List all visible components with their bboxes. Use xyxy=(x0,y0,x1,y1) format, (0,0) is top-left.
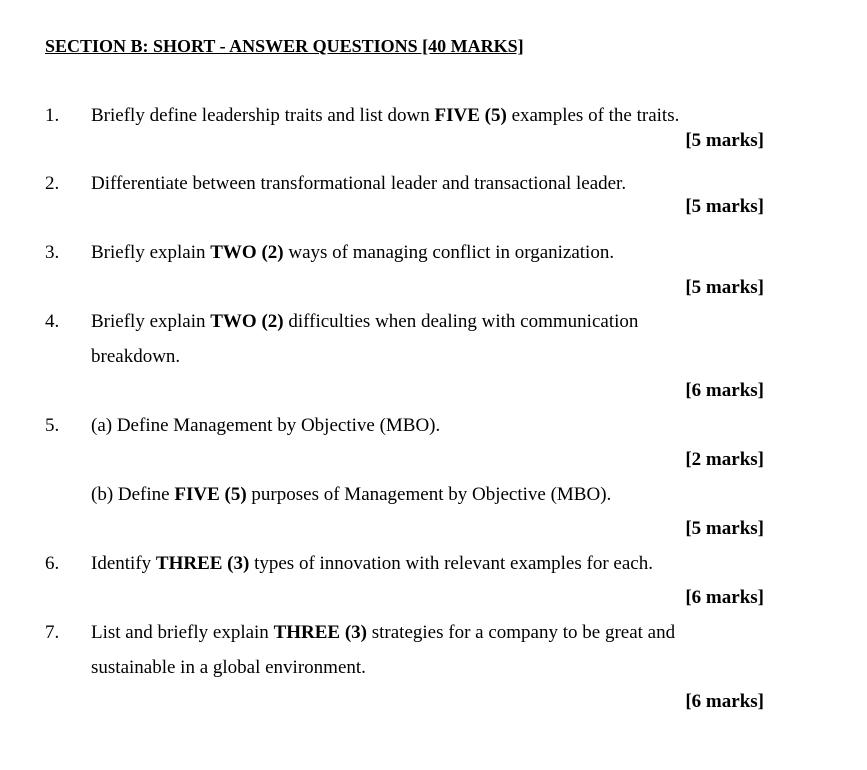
question-text: List and briefly explain THREE (3) strategies for a company to be great and xyxy=(91,622,676,643)
question-number: 4. xyxy=(45,311,60,332)
marks-label: [5 marks] xyxy=(685,518,764,539)
question-number: 2. xyxy=(45,173,60,194)
question-text: Briefly define leadership traits and list down FIVE (5) examples of the traits. xyxy=(91,105,680,126)
question-subpart-a: (a) Define Management by Objective (MBO). xyxy=(91,415,441,436)
marks-label: [5 marks] xyxy=(685,196,764,217)
marks-label: [5 marks] xyxy=(685,130,764,151)
question-text: Identify THREE (3) types of innovation with relevant examples for each. xyxy=(91,553,653,574)
question-number: 6. xyxy=(45,553,60,574)
marks-label: [2 marks] xyxy=(685,449,764,470)
marks-label: [6 marks] xyxy=(685,691,764,712)
marks-label: [6 marks] xyxy=(685,380,764,401)
marks-label: [6 marks] xyxy=(685,587,764,608)
question-text: Briefly explain TWO (2) difficulties when dealing with communication xyxy=(91,311,639,332)
question-number: 3. xyxy=(45,242,60,263)
question-number: 7. xyxy=(45,622,60,643)
marks-label: [5 marks] xyxy=(685,277,764,298)
question-text: Briefly explain TWO (2) ways of managing conflict in organization. xyxy=(91,242,615,263)
question-text-continuation: sustainable in a global environment. xyxy=(91,657,366,678)
question-number: 1. xyxy=(45,105,60,126)
question-subpart-b: (b) Define FIVE (5) purposes of Management by Objective (MBO). xyxy=(91,484,612,505)
question-number: 5. xyxy=(45,415,60,436)
section-title: SECTION B: SHORT - ANSWER QUESTIONS [40 MARKS] xyxy=(45,36,524,56)
question-text-continuation: breakdown. xyxy=(91,346,181,367)
question-text: Differentiate between transformational leader and transactional leader. xyxy=(91,173,627,194)
